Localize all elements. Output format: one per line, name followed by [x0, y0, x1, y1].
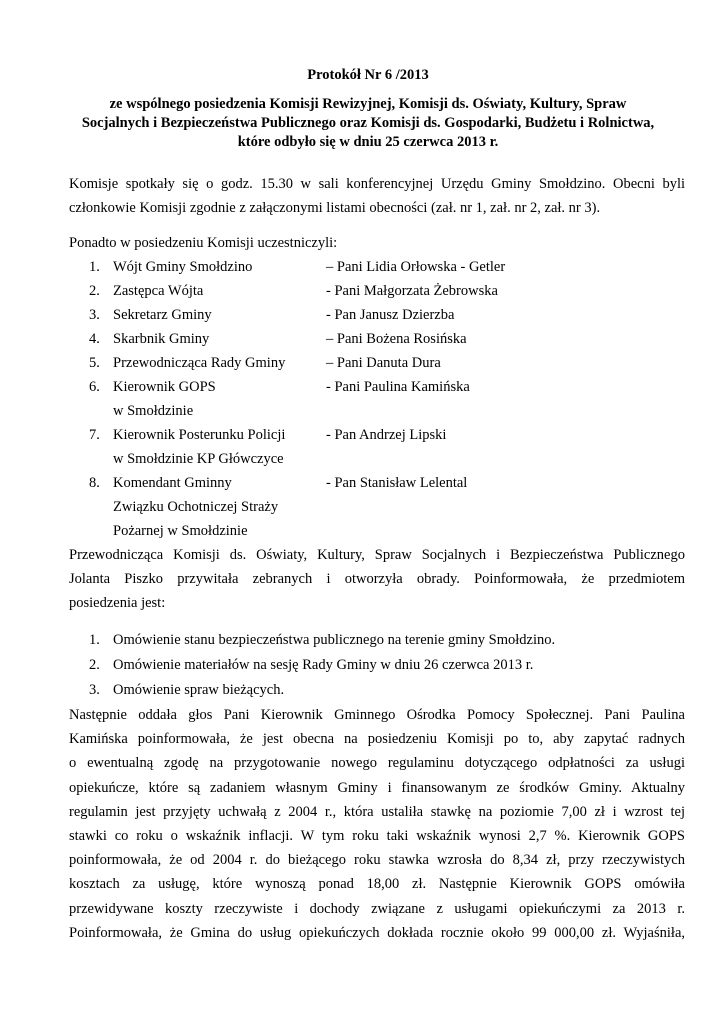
- body-line: poinformowała, że od 2004 r. do bieżącego roku stawka wzrosła do 8,34 zł, przy rzeczywistych: [69, 852, 685, 869]
- agenda-number: 1.: [89, 632, 100, 648]
- body-line: o ewentualną zgodę na przygotowanie nowego regulaminu dotyczącego odpłatności za usługi: [69, 755, 685, 772]
- participant-role: Kierownik Posterunku Policji: [113, 427, 286, 443]
- body-paragraph: [69, 703, 685, 945]
- body-line: opiekuńcze, które są zadaniem własnym Gminy i finansowanym ze środków Gminy. Aktualny: [69, 779, 685, 796]
- participant-number: 8.: [89, 475, 100, 491]
- participant-name: - Pan Janusz Dzierzba: [326, 307, 455, 323]
- opening-line: Przewodnicząca Komisji ds. Oświaty, Kultury, Spraw Socjalnych i Bezpieczeństwa Publicznego: [69, 547, 685, 563]
- body-line: kosztach za usługę, które wynoszą ponad 18,00 zł. Następnie Kierownik GOPS omówiła: [69, 876, 685, 893]
- intro-paragraph: [69, 172, 685, 220]
- participant-role: Sekretarz Gminy: [113, 307, 212, 323]
- participant-number: 4.: [89, 331, 100, 347]
- opening-paragraph: [69, 543, 685, 616]
- participant-name: - Pani Paulina Kamińska: [326, 379, 470, 395]
- participant-name: - Pan Andrzej Lipski: [326, 427, 447, 443]
- intro-line: Komisje spotkały się o godz. 15.30 w sali konferencyjnej Urzędu Gminy Smołdzino. Obecni byli: [69, 176, 685, 192]
- participant-role: Skarbnik Gminy: [113, 331, 210, 347]
- agenda-item: Omówienie stanu bezpieczeństwa publicznego na terenie gminy Smołdzino.: [113, 632, 556, 648]
- participant-role: Kierownik GOPS: [113, 379, 216, 395]
- protocol-title: Protokół Nr 6 /2013: [307, 67, 429, 83]
- participant-role: Przewodnicząca Rady Gminy: [113, 355, 286, 371]
- body-line: Następnie oddała głos Pani Kierownik Gminnego Ośrodka Pomocy Społecznej. Pani Paulina: [69, 707, 685, 723]
- participant-role: Wójt Gminy Smołdzino: [113, 259, 253, 275]
- participant-name: - Pani Małgorzata Żebrowska: [326, 283, 498, 299]
- agenda-number: 3.: [89, 682, 100, 698]
- agenda-number: 2.: [89, 657, 100, 673]
- protocol-subtitle-line-2: Socjalnych i Bezpieczeństwa Publicznego oraz Komisji ds. Gospodarki, Budżetu i Rolnictwa,: [81, 115, 655, 131]
- participant-number: 1.: [89, 259, 100, 275]
- opening-line: Jolanta Piszko przywitała zebranych i otworzyła obrady. Poinformowała, że przedmiotem: [69, 571, 685, 588]
- participant-role: w Smołdzinie KP Główczyce: [113, 451, 284, 467]
- body-line: stawki co roku o wskaźnik inflacji. W tym roku taki wskaźnik wynosi 2,7 %. Kierownik GOPS: [69, 828, 685, 845]
- participant-number: 6.: [89, 379, 100, 395]
- participant-role: Zastępca Wójta: [113, 283, 204, 299]
- participant-number: 3.: [89, 307, 100, 323]
- body-line: przewidywane koszty rzeczywiste i dochody związane z usługami opiekuńczymi za 2013 r.: [69, 900, 685, 917]
- participant-name: - Pan Stanisław Lelental: [326, 475, 468, 491]
- participant-name: – Pani Danuta Dura: [326, 355, 441, 371]
- participant-role: Związku Ochotniczej Straży: [113, 499, 279, 515]
- participant-number: 2.: [89, 283, 100, 299]
- participant-name: – Pani Bożena Rosińska: [326, 331, 467, 347]
- participant-number: 7.: [89, 427, 100, 443]
- body-line: regulamin jest przyjęty uchwałą z 2004 r., która ustaliła stawkę na poziomie 7,00 zł i wzrost tej: [69, 803, 685, 820]
- protocol-subtitle-line-3: które odbyło się w dniu 25 czerwca 2013 r.: [237, 134, 499, 150]
- participant-name: – Pani Lidia Orłowska - Getler: [326, 259, 506, 275]
- body-line: Kamińska poinformowała, że jest obecna na posiedzeniu Komisji po to, aby zapytać radnych: [69, 731, 685, 748]
- intro-line: członkowie Komisji zgodnie z załączonymi listami obecności (zał. nr 1, zał. nr 2, zał. nr 3).: [69, 200, 601, 217]
- participant-role: Komendant Gminny: [113, 475, 232, 491]
- agenda-item: Omówienie spraw bieżących.: [113, 682, 285, 698]
- protocol-subtitle-line-1: ze wspólnego posiedzenia Komisji Rewizyjnej, Komisji ds. Oświaty, Kultury, Spraw: [109, 96, 627, 112]
- participants-intro: Ponadto w posiedzeniu Komisji uczestniczyli:: [69, 235, 338, 251]
- participant-role: Pożarnej w Smołdzinie: [113, 523, 248, 539]
- participant-role: w Smołdzinie: [113, 403, 194, 419]
- opening-line: posiedzenia jest:: [69, 595, 166, 612]
- body-line: Poinformowała, że Gmina do usług opiekuńczych dokłada rocznie około 99 000,00 zł. Wyjaśniła,: [69, 924, 685, 941]
- participant-number: 5.: [89, 355, 100, 371]
- agenda-item: Omówienie materiałów na sesję Rady Gminy w dniu 26 czerwca 2013 r.: [113, 657, 534, 673]
